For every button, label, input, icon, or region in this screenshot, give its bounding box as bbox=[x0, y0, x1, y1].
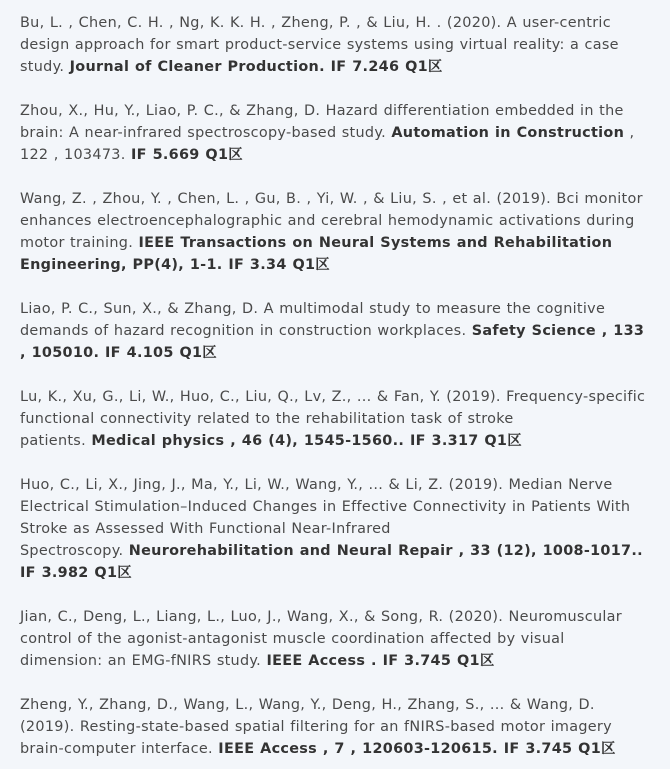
reference-item bbox=[20, 188, 650, 276]
reference-impact-factor: IF 5.669 Q1区 bbox=[130, 147, 243, 163]
reference-journal-info: IEEE Transactions on Neural Systems and Rehabilitation Engineering, PP(4), 1-1. IF 3.34 Q1区 bbox=[20, 235, 613, 273]
reference-journal-name: Automation in Construction bbox=[391, 125, 625, 141]
reference-item bbox=[20, 100, 650, 166]
reference-item bbox=[20, 12, 650, 78]
reference-journal-info: IEEE Access , 7 , 120603-120615. IF 3.745 Q1区 bbox=[218, 741, 616, 757]
reference-item bbox=[20, 694, 650, 760]
reference-authors-title-end: Spectroscopy. bbox=[20, 543, 129, 559]
reference-journal-info: Neurorehabilitation and Neural Repair , 33 (12), 1008-1017.. IF 3.982 Q1区 bbox=[20, 543, 643, 581]
reference-journal-info: Safety Science , 133 , 105010. IF 4.105 Q1区 bbox=[20, 323, 645, 361]
reference-journal-info: Medical physics , 46 (4), 1545-1560.. IF 3.317 Q1区 bbox=[91, 433, 522, 449]
reference-item bbox=[20, 386, 650, 452]
reference-authors-title-end: patients. bbox=[20, 433, 92, 449]
reference-authors-title: Lu, K., Xu, G., Li, W., Huo, C., Liu, Q., Lv, Z., ... & Fan, Y. (2019). Frequency-specific functional connectivity related to the rehabilitation task of stroke bbox=[20, 389, 646, 427]
reference-authors-title: Jian, C., Deng, L., Liang, L., Luo, J., Wang, X., & Song, R. (2020). Neuromuscular control of the agonist-antagonist muscle coordination affected by visual dimension: an EMG-fNIRS study. bbox=[20, 609, 622, 669]
reference-authors-title: Huo, C., Li, X., Jing, J., Ma, Y., Li, W., Wang, Y., ... & Li, Z. (2019). Median Nerve Electrical Stimulation–Induced Changes in Effective Connectivity in Patients With Stroke as Assessed With Functional Near-Infrared bbox=[20, 477, 631, 537]
reference-item bbox=[20, 606, 650, 672]
reference-authors-title: Bu, L. , Chen, C. H. , Ng, K. K. H. , Zheng, P. , & Liu, H. . (2020). A user-centric design approach for smart product-service systems using virtual reality: a case study. bbox=[20, 15, 619, 75]
reference-item bbox=[20, 474, 650, 584]
reference-authors-title: Zhou, X., Hu, Y., Liao, P. C., & Zhang, D. Hazard differentiation embedded in the brain: A near-infrared spectroscopy-based study. bbox=[20, 103, 624, 141]
reference-journal-info: Journal of Cleaner Production. IF 7.246 Q1区 bbox=[69, 59, 443, 75]
reference-authors-title: Liao, P. C., Sun, X., & Zhang, D. A multimodal study to measure the cognitive demands of hazard recognition in construction workplaces. bbox=[20, 301, 606, 339]
reference-volume-pages: , 122 , 103473. bbox=[20, 125, 635, 163]
reference-journal-info: IEEE Access . IF 3.745 Q1区 bbox=[266, 653, 495, 669]
reference-authors-title: Zheng, Y., Zhang, D., Wang, L., Wang, Y., Deng, H., Zhang, S., ... & Wang, D. (2019). Resting-state-based spatial filtering for an fNIRS-based motor imagery brain-computer interface. bbox=[20, 697, 612, 757]
reference-item bbox=[20, 298, 650, 364]
reference-authors-title: Wang, Z. , Zhou, Y. , Chen, L. , Gu, B. , Yi, W. , & Liu, S. , et al. (2019). Bci monitor enhances electroencephalographic and cerebral hemodynamic activations during motor training. bbox=[20, 191, 643, 251]
